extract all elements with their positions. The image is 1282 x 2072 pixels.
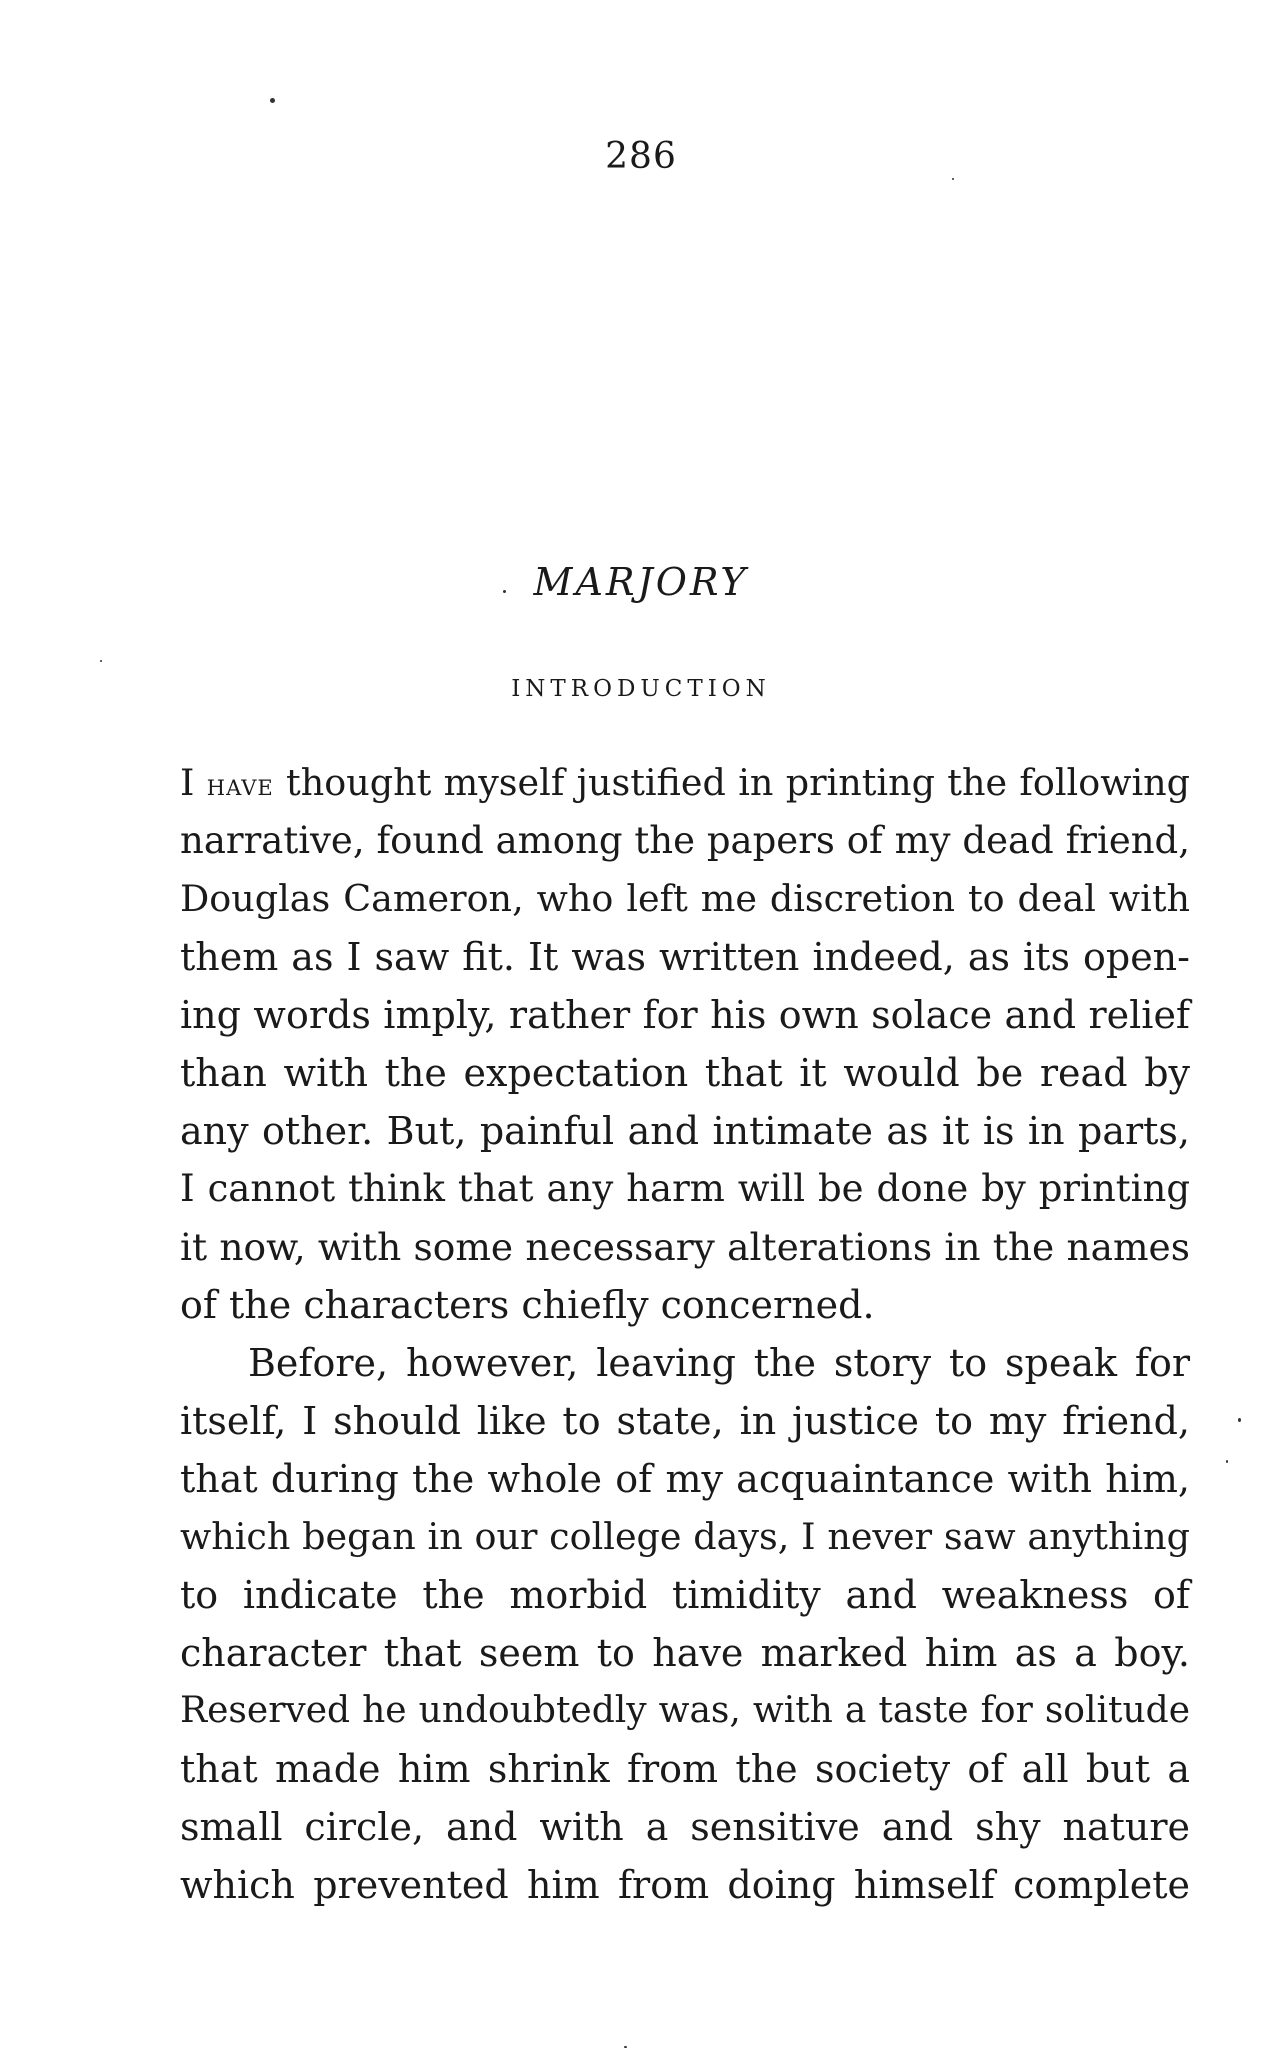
text-line: I cannot think that any harm will be done by printing [180, 1167, 1190, 1210]
scan-speck [952, 178, 954, 180]
text-line: Douglas Cameron, who left me discretion to deal with [180, 877, 1190, 920]
first-line-rest: thought myself justified in printing the following [273, 761, 1190, 804]
text-line: of the characters chiefly concerned. [180, 1283, 875, 1327]
text-line: ing words imply, rather for his own solace and relief [180, 993, 1190, 1037]
text-line: it now, with some necessary alterations in the names [180, 1225, 1190, 1269]
text-line: than with the expectation that it would be read by [180, 1051, 1190, 1095]
text-line: them as I saw fit. It was written indeed, as its open- [180, 935, 1190, 979]
section-heading: INTRODUCTION [511, 676, 771, 702]
text-line: that during the whole of my acquaintance with him, [180, 1457, 1190, 1501]
scan-speck [503, 590, 506, 593]
body-text [180, 754, 1190, 1914]
text-line: narrative, found among the papers of my dead friend, [180, 819, 1190, 862]
text-line: small circle, and with a sensitive and shy nature [180, 1805, 1190, 1849]
scan-speck [100, 660, 102, 662]
text-line: any other. But, painful and intimate as it is in parts, [180, 1109, 1190, 1153]
scan-speck [1226, 1460, 1228, 1463]
paragraph-1 [180, 754, 1190, 1334]
text-line: which prevented him from doing himself complete [180, 1863, 1190, 1907]
text-line: to indicate the morbid timidity and weakness of [180, 1573, 1190, 1617]
text-line [180, 754, 1190, 812]
small-caps-lead: have [206, 768, 274, 803]
paragraph-2 [180, 1334, 1190, 1914]
text-line: that made him shrink from the society of all but a [180, 1747, 1190, 1791]
scan-speck [1238, 1418, 1241, 1422]
text-line: which began in our college days, I never saw anything [180, 1515, 1190, 1558]
text-line: Before, however, leaving the story to speak for [248, 1341, 1190, 1385]
text-line: character that seem to have marked him as a boy. [180, 1631, 1190, 1675]
text-line: Reserved he undoubtedly was, with a taste for solitude [180, 1690, 1190, 1731]
chapter-title: MARJORY [533, 560, 749, 604]
drop-word: I [180, 761, 195, 804]
page-number: 286 [605, 136, 677, 177]
scan-speck [270, 98, 275, 103]
scan-speck [624, 2046, 627, 2048]
text-line: itself, I should like to state, in justice to my friend, [180, 1399, 1190, 1443]
